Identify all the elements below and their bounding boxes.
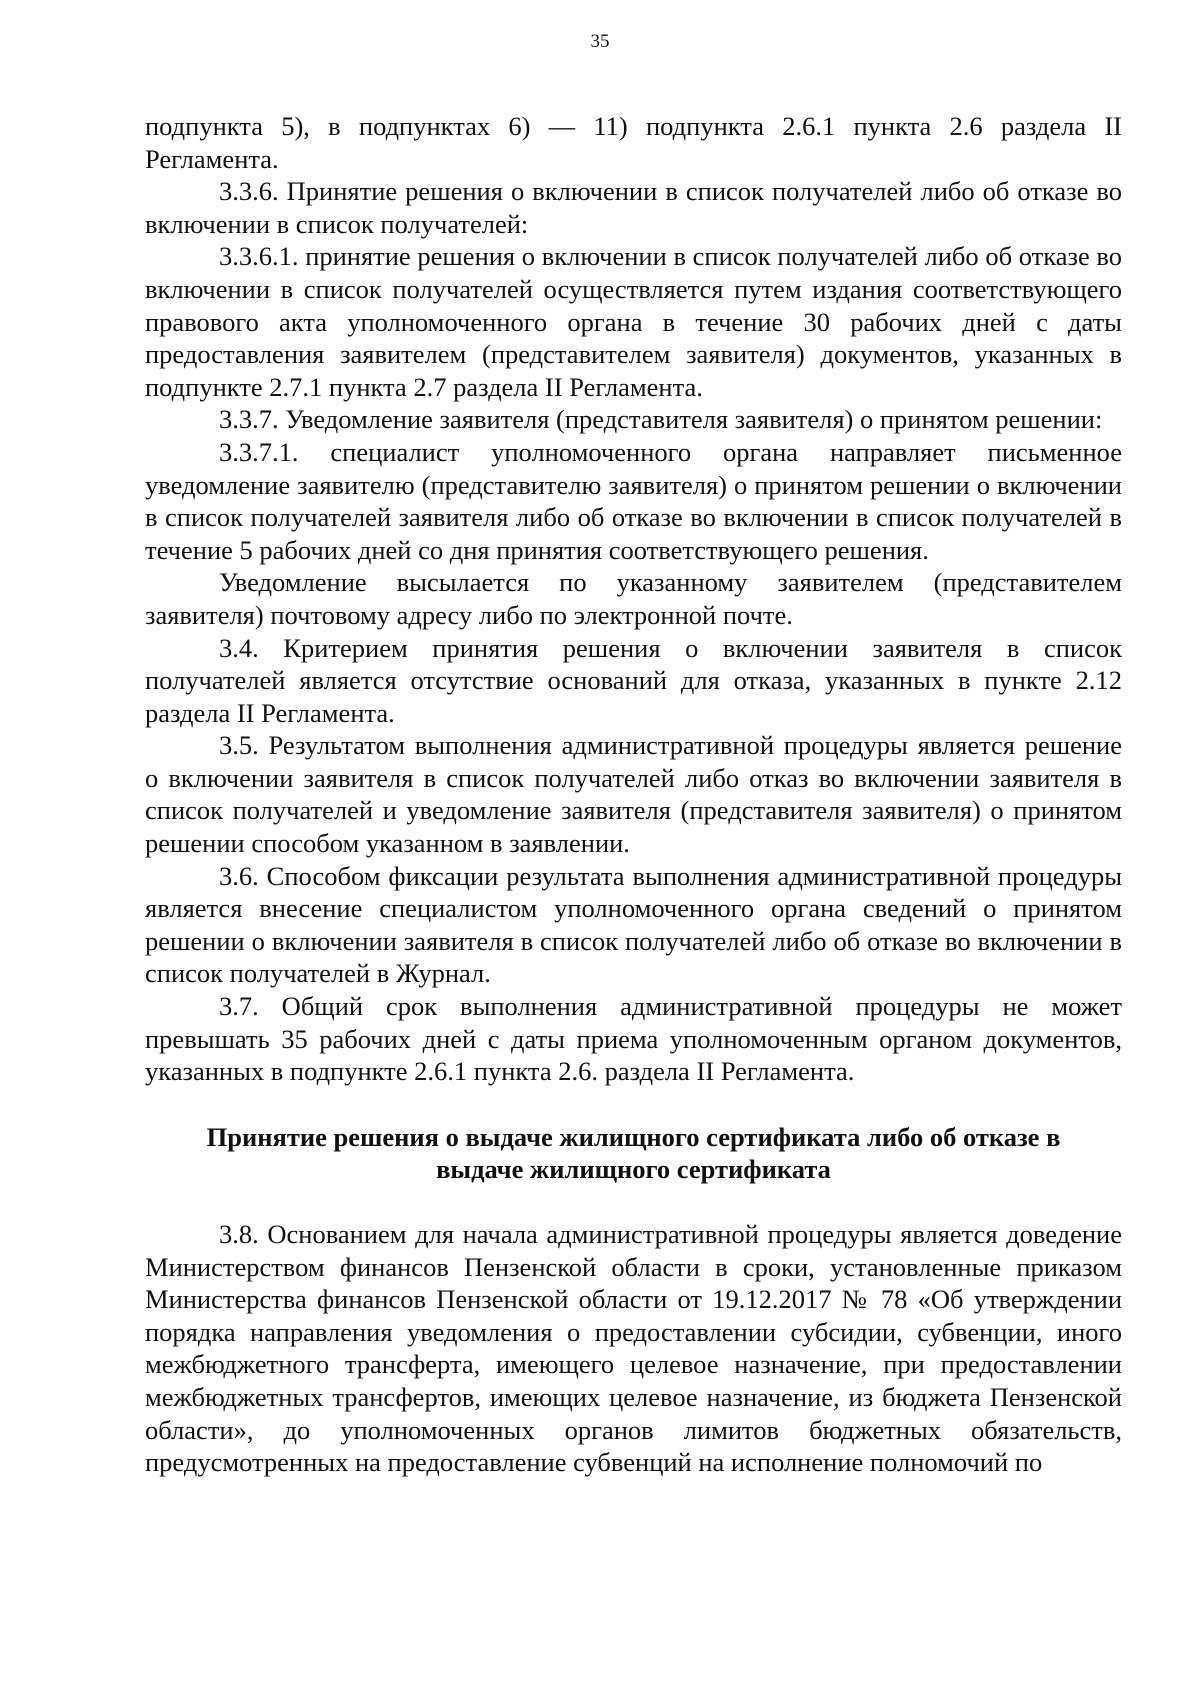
paragraph: 3.8. Основанием для начала административной процедуры является доведение Министерством финансов Пензенской области в сроки, установленные приказом Министерства финансов Пензенской области от 19.12.2017 № 78 «Об утверждении порядка направления уведомления о предоставлении субсидии, субвенции, иного межбюджетного трансферта, имеющего целевое назначение, при предоставлении межбюджетных трансфертов, имеющих целевое назначение, из бюджета Пензенской области», до уполномоченных органов лимитов бюджетных обязательств, предусмотренных на предоставление субвенций на исполнение полномочий по [145,1219,1122,1478]
paragraph: Уведомление высылается по указанному заявителем (представителем заявителя) почтовому адресу либо по электронной почте. [145,567,1122,630]
paragraph: подпункта 5), в подпунктах 6) — 11) подпункта 2.6.1 пункта 2.6 раздела II Регламента. [145,111,1122,174]
paragraph: 3.3.7. Уведомление заявителя (представителя заявителя) о принятом решении: [219,404,1103,435]
page-number: 35 [590,31,610,52]
document-body [145,110,1122,1479]
paragraph: 3.3.6.1. принятие решения о включении в список получателей либо об отказе во включении в список получателей осуществляется путем издания соответствующего правового акта уполномоченного органа в течение 30 рабочих дней с даты предоставления заявителем (представителем заявителя) документов, указанных в подпункте 2.7.1 пункта 2.7 раздела II Регламента. [145,241,1122,402]
section-heading: Принятие решения о выдаче жилищного сертификата либо об отказе в выдаче жилищного сертификата [206,1121,1061,1185]
paragraph: 3.3.6. Принятие решения о включении в список получателей либо об отказе во включении в список получателей: [145,176,1122,239]
paragraph: 3.6. Способом фиксации результата выполнения административной процедуры является внесение специалистом уполномоченного органа сведений о принятом решении о включении заявителя в список получателей либо об отказе во включении в список получателей в Журнал. [145,860,1122,989]
paragraph: 3.5. Результатом выполнения административной процедуры является решение о включении заявителя в список получателей либо отказ во включении заявителя в список получателей и уведомление заявителя (представителя заявителя) о принятом решении способом указанном в заявлении. [145,730,1122,859]
paragraph: 3.7. Общий срок выполнения административной процедуры не может превышать 35 рабочих дней с даты приема уполномоченным органом документов, указанных в подпункте 2.6.1 пункта 2.6. раздела II Регламента. [145,991,1122,1087]
paragraph: 3.3.7.1. специалист уполномоченного органа направляет письменное уведомление заявителю (представителю заявителя) о принятом решении о включении в список получателей заявителя либо об отказе во включении в список получателей в течение 5 рабочих дней со дня принятия соответствующего решения. [145,436,1122,565]
paragraph: 3.4. Критерием принятия решения о включении заявителя в список получателей является отсутствие оснований для отказа, указанных в пункте 2.12 раздела II Регламента. [145,632,1122,728]
